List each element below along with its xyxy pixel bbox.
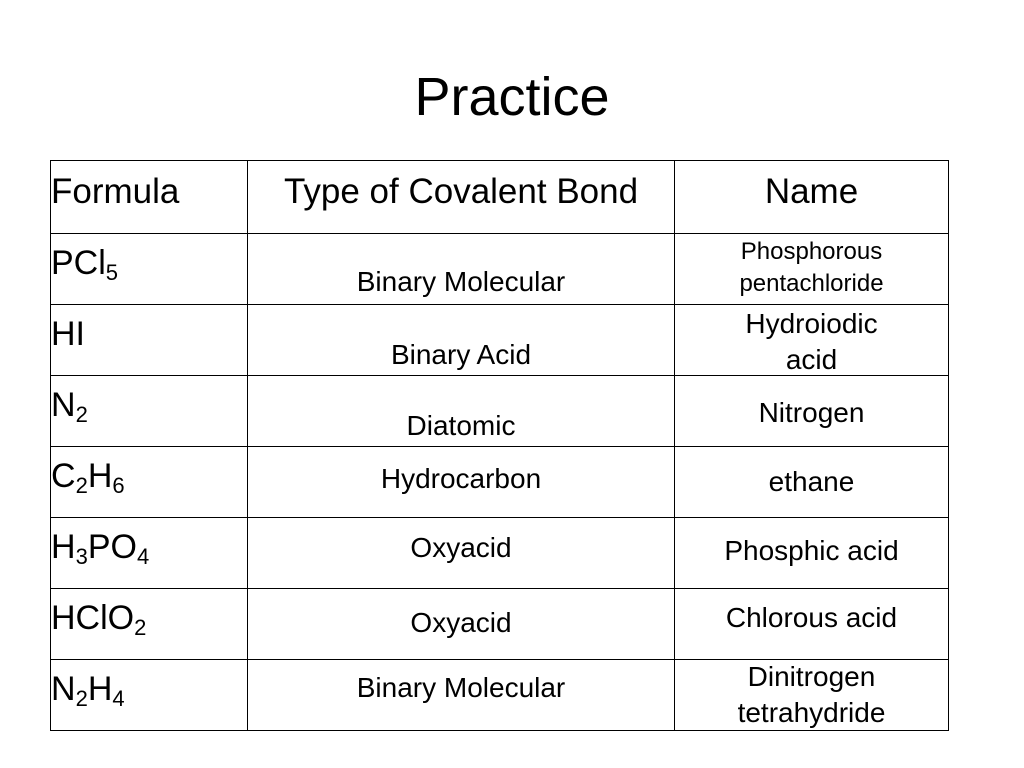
bond-type-text: Binary Acid bbox=[390, 339, 532, 370]
formula-subscript: 2 bbox=[75, 473, 88, 499]
header-name: Name bbox=[675, 161, 949, 234]
formula-text: H bbox=[51, 528, 76, 566]
formula-text: H bbox=[87, 670, 113, 708]
compound-name-line: ethane bbox=[768, 466, 855, 497]
formula-subscript: 4 bbox=[112, 686, 125, 712]
type-cell bbox=[248, 518, 675, 589]
formula-cell bbox=[51, 589, 248, 660]
table-row bbox=[51, 234, 949, 305]
formula-text: C bbox=[51, 457, 76, 495]
name-cell bbox=[675, 376, 949, 447]
formula-subscript: 5 bbox=[105, 260, 119, 286]
compound-name-line: acid bbox=[785, 344, 838, 375]
table-row bbox=[51, 376, 949, 447]
compound-name-line: Hydroiodic bbox=[745, 308, 878, 339]
header-formula: Formula bbox=[51, 161, 248, 234]
name-cell bbox=[675, 518, 949, 589]
compound-name-line: Phosphorous bbox=[740, 238, 883, 265]
type-cell bbox=[248, 660, 675, 731]
formula-text: PCl bbox=[51, 244, 106, 282]
type-cell bbox=[248, 376, 675, 447]
formula-subscript: 2 bbox=[75, 686, 88, 712]
formula-text: PO bbox=[87, 528, 137, 566]
type-cell bbox=[248, 305, 675, 376]
formula-text: N bbox=[51, 670, 76, 708]
type-cell bbox=[248, 447, 675, 518]
compound-name-line: Nitrogen bbox=[758, 397, 865, 428]
table-row bbox=[51, 660, 949, 731]
bond-type-text: Oxyacid bbox=[410, 532, 512, 563]
bond-type-text: Hydrocarbon bbox=[380, 463, 542, 494]
formula-cell bbox=[51, 376, 248, 447]
practice-table bbox=[50, 160, 949, 731]
name-cell bbox=[675, 305, 949, 376]
table-header-row bbox=[51, 161, 949, 234]
formula-cell bbox=[51, 660, 248, 731]
name-cell bbox=[675, 447, 949, 518]
name-cell bbox=[675, 589, 949, 660]
formula-subscript: 6 bbox=[112, 473, 125, 499]
formula-text: N bbox=[51, 386, 76, 424]
slide-title: Practice bbox=[414, 67, 610, 127]
formula-subscript: 3 bbox=[75, 544, 88, 570]
table-row bbox=[51, 518, 949, 589]
bond-type-text: Binary Molecular bbox=[356, 266, 566, 297]
compound-name-line: Dinitrogen bbox=[747, 661, 876, 692]
formula-text: HI bbox=[51, 315, 85, 353]
compound-name-line: tetrahydride bbox=[737, 697, 886, 728]
type-cell bbox=[248, 589, 675, 660]
formula-subscript: 2 bbox=[75, 402, 88, 428]
compound-name-line: Chlorous acid bbox=[725, 602, 898, 633]
header-type: Type of Covalent Bond bbox=[248, 161, 675, 234]
bond-type-text: Diatomic bbox=[406, 410, 516, 441]
formula-cell bbox=[51, 518, 248, 589]
compound-name-line: pentachloride bbox=[739, 270, 884, 297]
formula-subscript: 4 bbox=[136, 544, 150, 570]
bond-type-text: Oxyacid bbox=[410, 607, 512, 638]
table-body bbox=[51, 234, 949, 731]
table-row bbox=[51, 589, 949, 660]
formula-text: H bbox=[87, 457, 113, 495]
table-row bbox=[51, 447, 949, 518]
type-cell bbox=[248, 234, 675, 305]
formula-subscript: 2 bbox=[134, 615, 147, 641]
formula-cell bbox=[51, 234, 248, 305]
bond-type-text: Binary Molecular bbox=[356, 672, 566, 703]
formula-cell bbox=[51, 447, 248, 518]
formula-cell bbox=[51, 305, 248, 376]
compound-name-line: Phosphic acid bbox=[724, 535, 899, 566]
name-cell bbox=[675, 234, 949, 305]
name-cell bbox=[675, 660, 949, 731]
formula-text: HClO bbox=[51, 599, 135, 637]
table-row bbox=[51, 305, 949, 376]
